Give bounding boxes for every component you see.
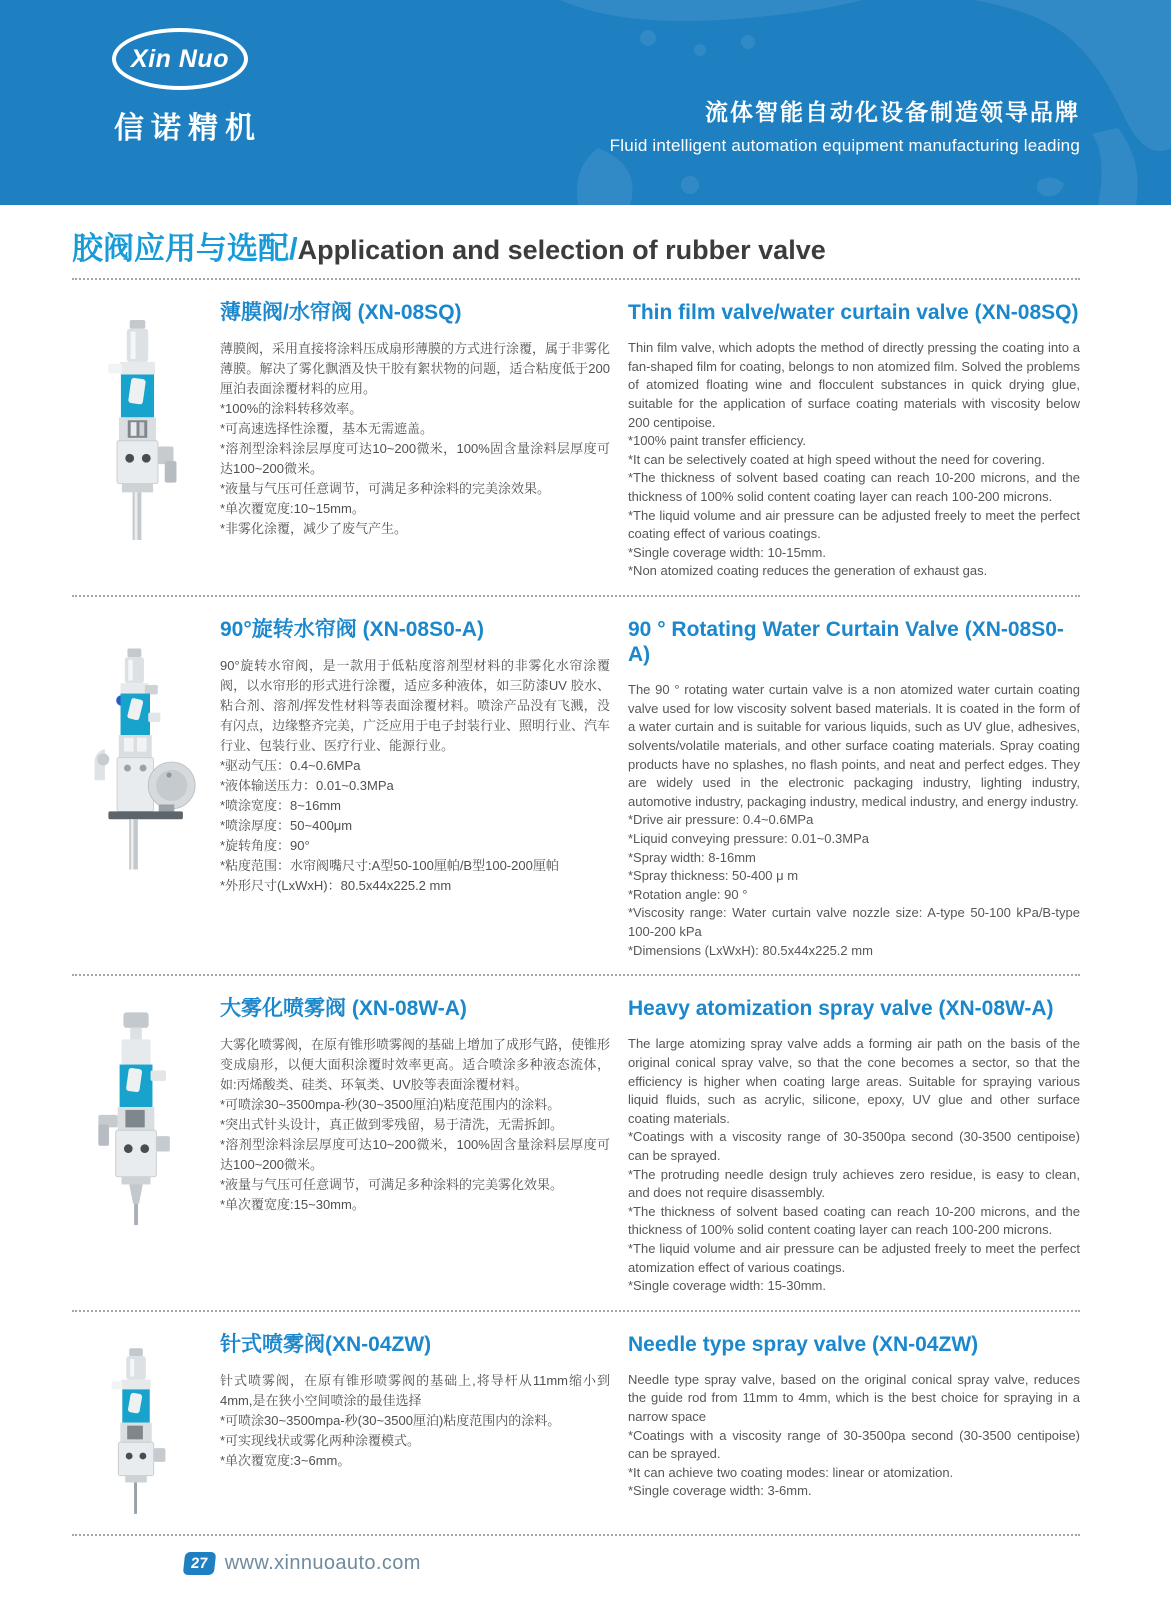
valve-illustration-needle [88, 1346, 186, 1518]
product-feature-cn: *可喷涂30~3500mpa-秒(30~3500厘泊)粘度范围内的涂料。 [220, 1412, 561, 1428]
product-title-cn: 针式喷雾阀(XN-04ZW) [220, 1332, 432, 1356]
product-feature-cn: *可高速选择性涂覆，基本无需遮盖。 [220, 421, 434, 437]
page-title [72, 232, 1080, 264]
product-feature-en: *Dimensions (LxWxH): 80.5x44x225.2 mm [628, 942, 873, 958]
brand-logo [112, 28, 262, 147]
product-intro-cn: 针式喷雾阀，在原有锥形喷雾阀的基础上,将导杆从11mm缩小到4mm,是在狭小空间喷涂的最佳选择 [220, 1372, 610, 1408]
product-feature-en: *The thickness of solvent based coating can reach 10-200 microns, and the thickness of 100% solid content coating layer can reach 100-200 microns. [628, 470, 1080, 504]
valve-illustration-rotating [72, 631, 202, 893]
product-feature-en: *Non atomized coating reduces the generation of exhaust gas. [628, 563, 988, 579]
product-title-en: 90 ° Rotating Water Curtain Valve (XN-08S0-A) [628, 617, 1064, 667]
product-feature-en: *Viscosity range: Water curtain valve nozzle size: A-type 50-100 kPa/B-type 100-200 kPa [628, 905, 1080, 939]
page-title-english: Application and selection of rubber valve [297, 235, 826, 265]
product-feature-cn: *喷涂宽度：8~16mm [220, 798, 341, 814]
page-header [0, 0, 1171, 205]
product-feature-en: *Spray width: 8-16mm [628, 849, 756, 865]
page-footer [184, 1552, 1080, 1575]
product-feature-en: *Single coverage width: 10-15mm. [628, 544, 826, 560]
product-feature-cn: *单次覆宽度:10~15mm。 [220, 501, 365, 517]
product-title-en: Needle type spray valve (XN-04ZW) [628, 1332, 979, 1356]
product-column-english [628, 613, 1080, 960]
tagline-chinese: 流体智能自动化设备制造领导品牌 [705, 99, 1080, 125]
product-feature-cn: *100%的涂料转移效率。 [220, 401, 363, 417]
product-feature-en: *Single coverage width: 3-6mm. [628, 1483, 812, 1499]
product-feature-cn: *液体输送压力：0.01~0.3MPa [220, 778, 394, 794]
product-feature-en: *100% paint transfer efficiency. [628, 433, 807, 449]
product-photo-xn-04zw [72, 1328, 202, 1520]
product-feature-cn: *可喷涂30~3500mpa-秒(30~3500厘泊)粘度范围内的涂料。 [220, 1097, 561, 1113]
product-feature-en: *The liquid volume and air pressure can be adjusted freely to meet the perfect coating effect of various coatings. [628, 507, 1080, 542]
product-title-en: Heavy atomization spray valve (XN-08W-A) [628, 997, 1054, 1021]
product-feature-cn: *溶剂型涂料涂层厚度可达10~200微米，100%固含量涂料层厚度可达100~200微米。 [220, 1137, 610, 1173]
product-column-chinese [220, 992, 610, 1296]
product-title-en: Thin film valve/water curtain valve (XN-08SQ) [628, 301, 1079, 324]
product-feature-cn: *可实现线状或雾化两种涂覆模式。 [220, 1432, 421, 1448]
product-feature-cn: *突出式针头设计，真正做到零残留，易于清洗，无需拆卸。 [220, 1117, 564, 1133]
product-title-cn: 90°旋转水帘阀 (XN-08S0-A) [220, 617, 484, 641]
product-feature-en: *The liquid volume and air pressure can be adjusted freely to meet the perfect atomization effect of various coatings. [628, 1240, 1080, 1275]
product-section-xn-08s0-a [72, 597, 1080, 976]
page-title-chinese: 胶阀应用与选配/ [72, 231, 298, 266]
product-intro-cn: 90°旋转水帘阀，是一款用于低粘度溶剂型材料的非雾化水帘涂覆阀，以水帘形的形式进行涂覆，适应多种液体，如三防漆UV 胶水、粘合剂、溶剂/挥发性材料等表面涂覆材料。喷涂产品没有飞溅，没有闪点，边缘整齐完美，广泛应用于电子封装行业、照明行业、汽车行业、包装行业、医疗行业、能源行业。 [220, 658, 611, 754]
product-title-cn: 薄膜阀/水帘阀 (XN-08SQ) [220, 301, 462, 324]
product-feature-cn: *非雾化涂覆，减少了废气产生。 [220, 521, 408, 537]
product-feature-en: *The thickness of solvent based coating can reach 10-200 microns, and the thickness of 100% solid content coating layer can reach 100-200 microns. [628, 1203, 1080, 1238]
product-feature-cn: *旋转角度：90° [220, 838, 310, 854]
product-intro-en: Needle type spray valve, based on the original conical spray valve, reduces the guide rod from 11mm to 4mm, which is the best choice for spraying in a narrow space [628, 1371, 1080, 1425]
product-photo-xn-08s0-a [72, 613, 202, 960]
product-feature-en: *The protruding needle design truly achieves zero residue, is easy to clean, and does not require disassembly. [628, 1166, 1080, 1201]
product-column-chinese [220, 1328, 610, 1520]
product-column-english [628, 296, 1080, 581]
product-feature-en: *Coatings with a viscosity range of 30-3500pa second (30-3500 centipoise) can be sprayed. [628, 1129, 1080, 1163]
product-section-xn-08w-a [72, 976, 1080, 1312]
catalog-body [0, 232, 1171, 1575]
product-feature-en: *Drive air pressure: 0.4~0.6MPa [628, 812, 814, 828]
product-section-xn-08sq [72, 280, 1080, 597]
product-feature-cn: *液量与气压可任意调节，可满足多种涂料的完美雾化效果。 [220, 1177, 564, 1193]
product-feature-cn: *粘度范围：水帘阀嘴尺寸:A型50-100厘帕/B型100-200厘帕 [220, 858, 559, 874]
logo-text-cn: 信诺精机 [114, 112, 262, 145]
product-feature-en: *It can be selectively coated at high speed without the need for covering. [628, 451, 1045, 467]
product-intro-en: Thin film valve, which adopts the method of directly pressing the coating into a fan-shaped film for coating, belongs to non atomized film. Solved the problems of atomized floating wine and flocculent substances in quick drying glue, suitable for the application of surface coating materials with viscosity below 200 centipoise. [628, 340, 1080, 430]
product-feature-en: *Coatings with a viscosity range of 30-3500pa second (30-3500 centipoise) can be sprayed. [628, 1427, 1080, 1462]
valve-illustration-atomization [79, 1010, 195, 1238]
product-title-cn: 大雾化喷雾阀 (XN-08W-A) [220, 997, 467, 1021]
product-feature-cn: *喷涂厚度：50~400μm [220, 818, 353, 834]
product-column-chinese [220, 296, 610, 581]
product-feature-en: *Spray thickness: 50-400 μ m [628, 868, 799, 884]
product-feature-en: *It can achieve two coating modes: linear or atomization. [628, 1464, 954, 1480]
logo-text-en: Xin Nuo [131, 44, 229, 73]
product-feature-cn: *外形尺寸(LxWxH)：80.5x44x225.2 mm [220, 878, 452, 894]
product-intro-cn: 薄膜阀，采用直接将涂料压成扇形薄膜的方式进行涂覆，属于非雾化薄膜。解决了雾化飘酒及快干胶有絮状物的问题，适合粘度低于200厘泊表面涂覆材料的应用。 [220, 341, 611, 397]
product-feature-cn: *驱动气压：0.4~0.6MPa [220, 758, 361, 774]
header-taglines [610, 94, 1080, 156]
product-feature-en: *Liquid conveying pressure: 0.01~0.3MPa [628, 831, 870, 847]
product-feature-en: *Rotation angle: 90 ° [628, 886, 748, 902]
product-feature-cn: *液量与气压可任意调节，可满足多种涂料的完美涂效果。 [220, 481, 551, 497]
product-feature-cn: *单次覆宽度:15~30mm。 [220, 1197, 365, 1213]
product-section-xn-04zw [72, 1312, 1080, 1536]
product-column-english [628, 992, 1080, 1296]
valve-illustration-thin-film [81, 314, 193, 546]
product-intro-cn: 大雾化喷雾阀，在原有锥形喷雾阀的基础上增加了成形气路，使锥形变成扇形，以便大面积涂覆时效率更高。适合喷涂多种液态流体，如:丙烯酸类、硅类、环氧类、UV胶等表面涂覆材料。 [220, 1037, 611, 1093]
product-photo-xn-08sq [72, 296, 202, 581]
product-photo-xn-08w-a [72, 992, 202, 1296]
product-feature-cn: *溶剂型涂料涂层厚度可达10~200微米，100%固含量涂料层厚度可达100~200微米。 [220, 441, 610, 477]
tagline-english: Fluid intelligent automation equipment manufacturing leading [609, 136, 1080, 155]
product-feature-cn: *单次覆宽度:3~6mm。 [220, 1452, 351, 1468]
page-number-badge: 27 [183, 1552, 216, 1575]
product-column-chinese [220, 613, 610, 960]
website-text: www.xinnuoauto.com [224, 1551, 421, 1574]
logo-oval [112, 28, 248, 90]
product-intro-en: The 90 ° rotating water curtain valve is a non atomized water curtain coating valve used for low viscosity solvent based materials. It is coated in the form of a water curtain and is suitable for various liquids, such as UV glue, adhesives, solvents/volatile materials, and other surface coating materials. Spray coating products have no splashes, no flash points, and neat and perfect edges. They are widely used in the electronic packaging industry, lighting industry, automotive industry, packaging industry, medical industry, and energy industry. [628, 682, 1080, 809]
product-intro-en: The large atomizing spray valve adds a forming air path on the basis of the original conical spray valve, so that the cone becomes a sector, so that the efficiency is higher when coating large areas. Suitable for spraying various liquid fluids, such as acrylic, silicone, epoxy, UV glue and other surface coating materials. [628, 1036, 1080, 1126]
product-feature-en: *Single coverage width: 15-30mm. [628, 1278, 826, 1294]
product-column-english [628, 1328, 1080, 1520]
